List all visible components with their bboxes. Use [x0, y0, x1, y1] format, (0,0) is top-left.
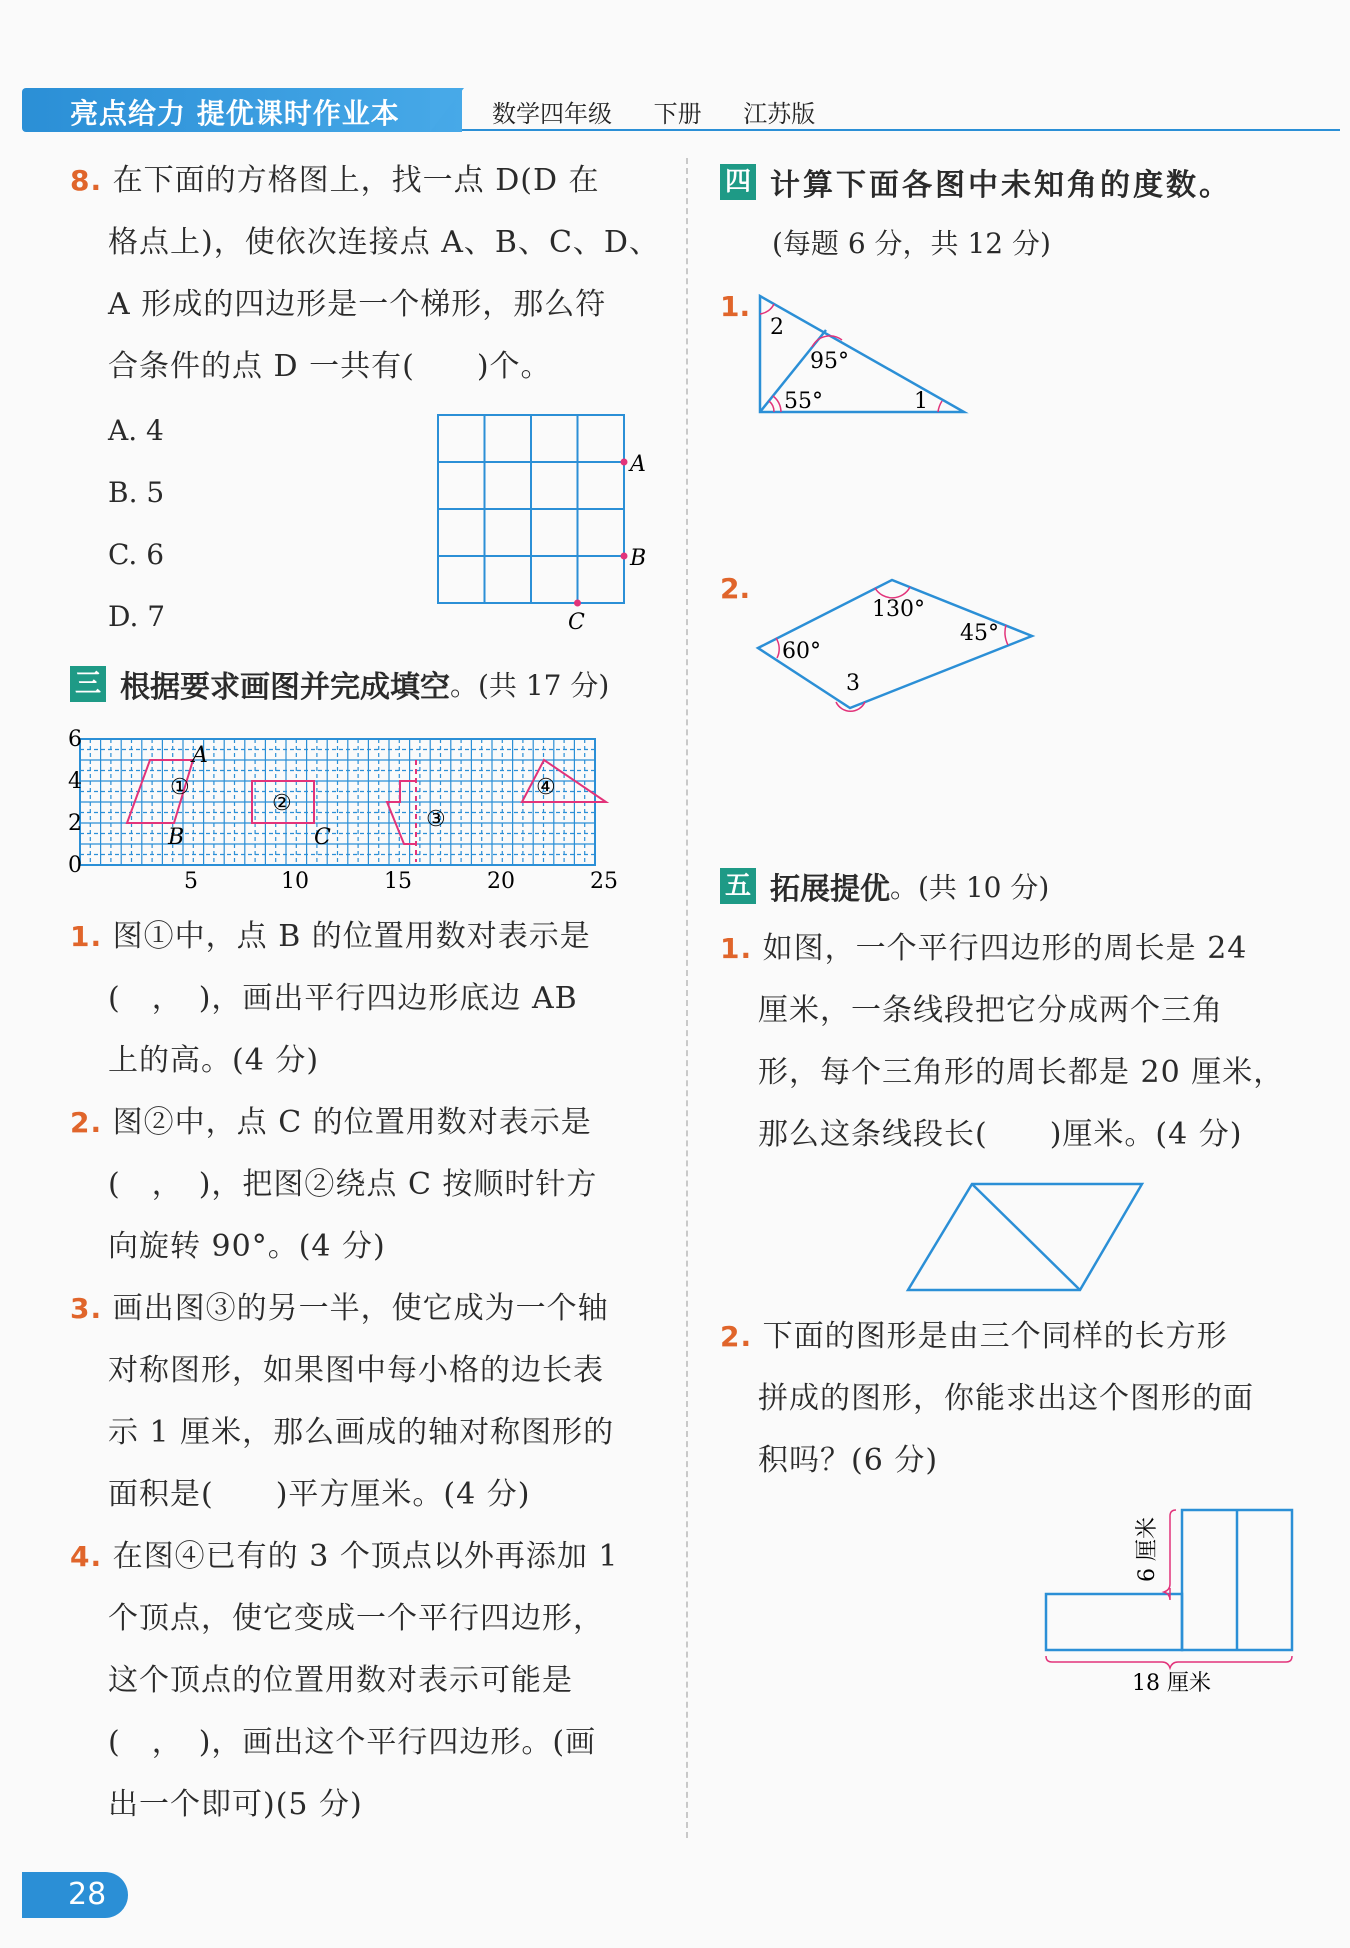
point-a	[621, 459, 628, 466]
s5-q1-line-3: 形，每个三角形的周长都是 20 厘米，	[758, 1055, 1285, 1090]
s3-q4-line-3: 这个顶点的位置用数对表示可能是	[108, 1663, 573, 1698]
x-tick-10: 10	[281, 869, 309, 892]
series-title: 亮点给力 提优课时作业本	[70, 97, 400, 130]
s3-question-4	[70, 1526, 660, 1836]
x-tick-25: 25	[590, 869, 618, 892]
s5-q1-line-2: 厘米，一条线段把它分成两个三角	[758, 993, 1223, 1028]
section-5-header	[720, 864, 1330, 908]
section-4-badge: 四	[720, 164, 756, 200]
s5-question-1	[720, 918, 1332, 1166]
s3-q4-number: 4.	[70, 1540, 103, 1573]
section-3-title: 根据要求画图并完成填空	[120, 670, 450, 705]
s3-q4-line-4: ( ， )，画出这个平行四边形。(画	[108, 1725, 597, 1760]
section-4-note: (每题 6 分，共 12 分)	[772, 227, 1051, 260]
s3-q2-line-1: 图②中，点 C 的位置用数对表示是	[112, 1105, 592, 1140]
y-tick-6: 6	[68, 727, 82, 752]
s3-q3-line-2: 对称图形，如果图中每小格的边长表	[108, 1353, 604, 1388]
s5-q2-line-2: 拼成的图形，你能求出这个图形的面	[758, 1381, 1254, 1416]
q8-line-3: A 形成的四边形是一个梯形，那么符	[108, 287, 607, 322]
s3-q2-number: 2.	[70, 1106, 103, 1139]
section-5-badge: 五	[720, 868, 756, 904]
angle-130-label: 130°	[872, 597, 925, 622]
width-brace	[1046, 1656, 1292, 1668]
shape-3-label: ③	[426, 807, 446, 832]
s5-question-2	[720, 1306, 1332, 1492]
point-c	[574, 600, 581, 607]
q8-options	[108, 400, 165, 648]
y-tick-4: 4	[68, 769, 82, 794]
s5-q2-rectangles	[1030, 1500, 1300, 1700]
section-5-note: 。(共 10 分)	[890, 871, 1050, 904]
q8-grid-figure	[430, 405, 650, 645]
angle-45-label: 45°	[960, 621, 999, 646]
angle-60-label: 60°	[782, 639, 821, 664]
coordinate-grid	[80, 739, 595, 865]
s5-q2-line-3: 积吗？(6 分)	[758, 1443, 939, 1478]
header-band-tail	[430, 88, 464, 132]
s3-q1-line-2: ( ， )，画出平行四边形底边 AB	[108, 981, 578, 1016]
s3-q2-line-3: 向旋转 90°。(4 分)	[108, 1229, 386, 1264]
s3-q1-number: 1.	[70, 920, 103, 953]
q8-option-c[interactable]: C. 6	[108, 538, 165, 571]
shape-1-label: ①	[170, 775, 190, 800]
s5-q1-line-4: 那么这条线段长( )厘米。(4 分)	[758, 1117, 1243, 1152]
s3-q4-line-5: 出一个即可)(5 分)	[108, 1787, 363, 1822]
grid-point-b: B	[168, 825, 185, 850]
volume-label: 下册	[653, 100, 702, 128]
section-5-title: 拓展提优	[770, 872, 890, 907]
width-label: 18 厘米	[1132, 1671, 1211, 1696]
question-8	[70, 150, 660, 398]
section-3-badge: 三	[70, 666, 106, 702]
q8-line-2: 格点上)，使依次连接点 A、B、C、D、	[108, 225, 660, 260]
q8-option-d[interactable]: D. 7	[108, 600, 166, 633]
angle-1-label: 1	[914, 389, 928, 414]
angle-95-label: 95°	[810, 349, 849, 374]
edition-label: 江苏版	[743, 100, 816, 128]
angle-3-label: 3	[846, 671, 860, 696]
page-number: 28	[22, 1872, 128, 1918]
y-tick-2: 2	[68, 811, 82, 836]
q8-number: 8.	[70, 164, 103, 197]
section-4-header	[720, 160, 1330, 204]
s5-q1-number: 1.	[720, 932, 753, 965]
grid-point-a: A	[192, 743, 208, 768]
s5-q1-line-1: 如图，一个平行四边形的周长是 24	[762, 931, 1248, 966]
s3-q1-line-1: 图①中，点 B 的位置用数对表示是	[112, 919, 591, 954]
header-rule	[462, 129, 1340, 131]
s3-q3-line-1: 画出图③的另一半，使它成为一个轴	[112, 1291, 609, 1326]
height-label: 6 厘米	[1135, 1517, 1160, 1582]
s3-question-2	[70, 1092, 660, 1278]
s3-q3-line-3: 示 1 厘米，那么画成的轴对称图形的	[108, 1415, 615, 1450]
s3-q4-line-2: 个顶点，使它变成一个平行四边形，	[108, 1601, 604, 1636]
q8-line-4: 合条件的点 D 一共有( )个。	[108, 349, 552, 384]
y-tick-0: 0	[68, 853, 82, 878]
s3-q4-line-1: 在图④已有的 3 个顶点以外再添加 1	[112, 1539, 619, 1574]
s3-q3-line-4: 面积是( )平方厘米。(4 分)	[108, 1477, 531, 1512]
section-4-title: 计算下面各图中未知角的度数。	[770, 168, 1232, 203]
label-c: C	[568, 610, 585, 635]
q8-text-1: 在下面的方格图上，找一点 D(D 在	[112, 163, 600, 198]
shape-4-label: ④	[536, 775, 556, 800]
s5-q1-parallelogram	[900, 1176, 1150, 1296]
q8-option-a[interactable]: A. 4	[108, 414, 164, 447]
coordinate-grid-figure	[60, 722, 650, 892]
point-b	[621, 553, 628, 560]
s4-q2-quadrilateral	[750, 572, 1040, 722]
s3-q3-number: 3.	[70, 1292, 103, 1325]
shape-2-label: ②	[272, 791, 292, 816]
section-3-header	[70, 662, 670, 706]
height-brace	[1164, 1510, 1176, 1600]
s3-q2-line-2: ( ， )，把图②绕点 C 按顺时针方	[108, 1167, 598, 1202]
angle-2-label: 2	[770, 315, 784, 340]
x-tick-20: 20	[487, 869, 515, 892]
label-b: B	[630, 546, 647, 571]
q8-grid	[438, 415, 624, 603]
s4-q2-number: 2.	[720, 572, 751, 605]
header-meta	[492, 94, 849, 129]
x-tick-15: 15	[384, 869, 412, 892]
q8-line-1	[70, 150, 660, 212]
q8-option-b[interactable]: B. 5	[108, 476, 165, 509]
x-tick-5: 5	[184, 869, 198, 892]
s3-question-3	[70, 1278, 660, 1526]
label-a: A	[630, 452, 646, 477]
s5-q2-line-1: 下面的图形是由三个同样的长方形	[762, 1319, 1228, 1354]
section-3-note: 。(共 17 分)	[450, 669, 610, 702]
s3-q1-line-3: 上的高。(4 分)	[108, 1043, 320, 1078]
section-3-questions	[70, 906, 660, 1836]
subject-label: 数学四年级	[492, 100, 612, 128]
s4-q1-triangle	[750, 290, 980, 420]
grid-point-c: C	[314, 825, 331, 850]
s4-q1-number: 1.	[720, 290, 751, 323]
s5-q2-number: 2.	[720, 1320, 753, 1353]
angle-55-label: 55°	[784, 389, 823, 414]
column-divider	[686, 158, 688, 1838]
s3-question-1	[70, 906, 660, 1092]
